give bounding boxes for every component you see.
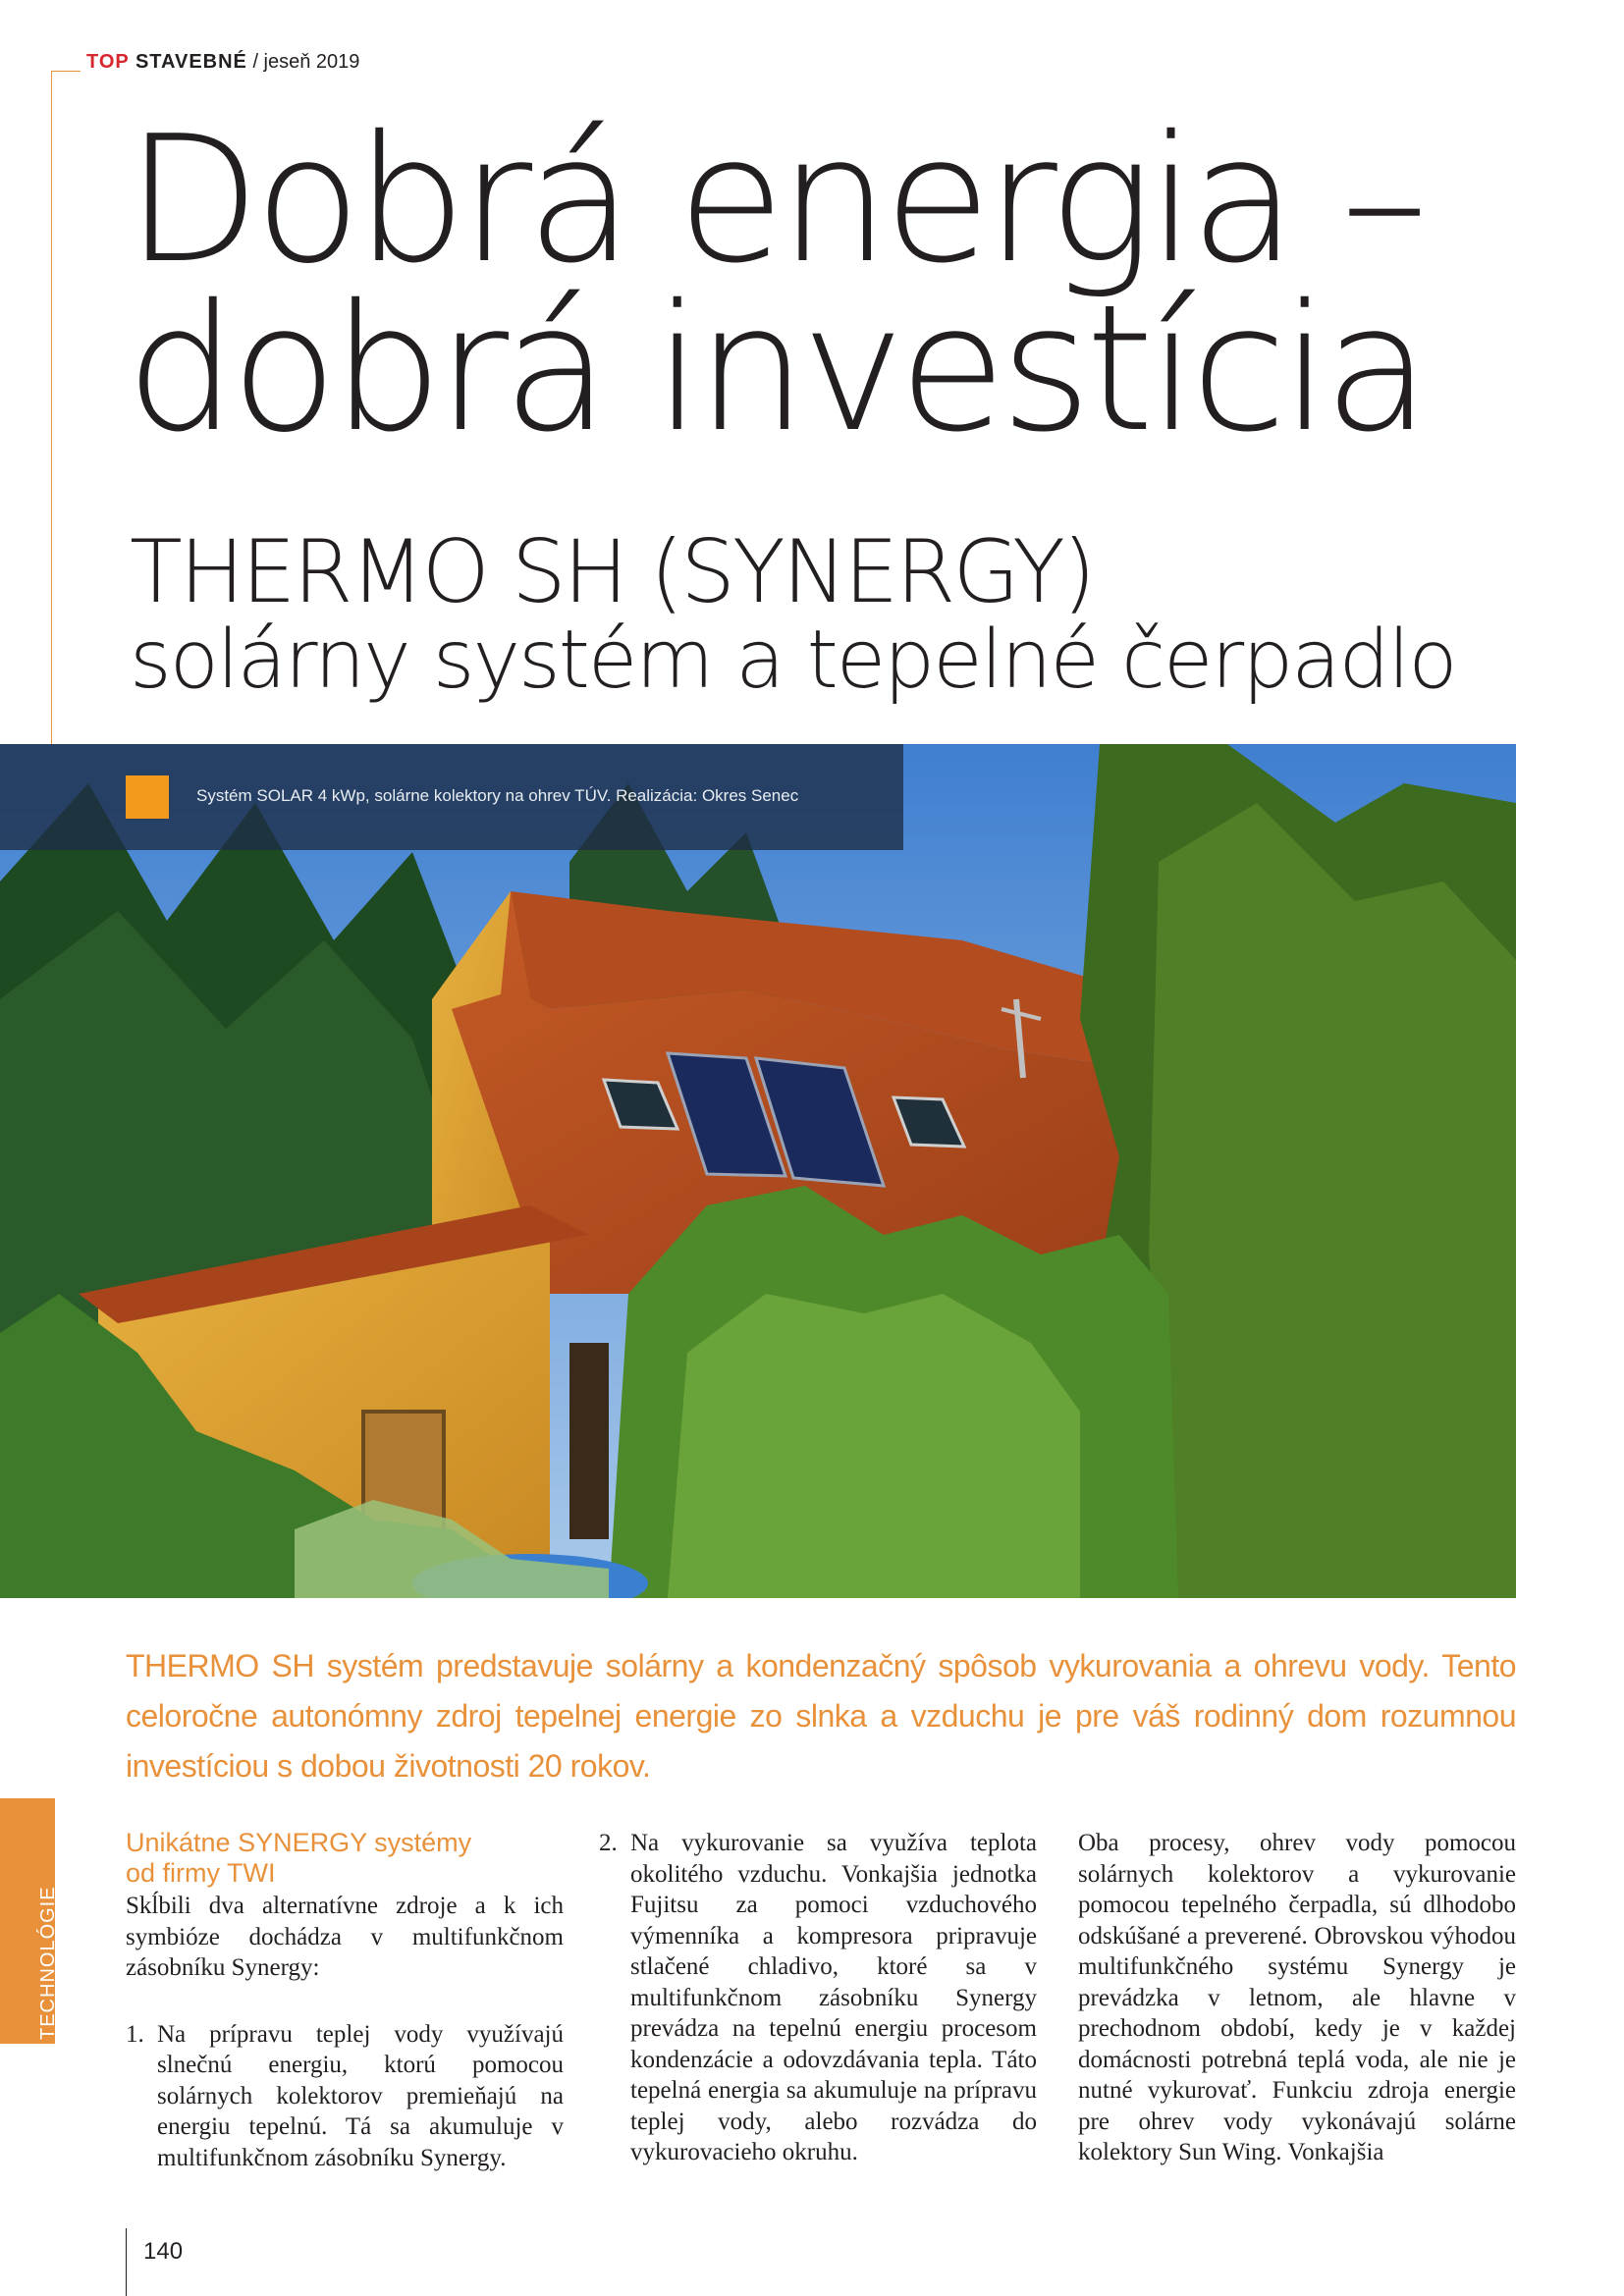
header-issue: / jeseň 2019 — [246, 51, 360, 73]
body-paragraph: Oba procesy, ohrev vody pomocou solárnych kolektorov a vykurovanie pomocou tepelného čerpadla, sú dlhodobo odskúšané a preverené. Obrovskou výhodou multifunkčného systému Synergy je prevádzka v letnom, ale hlavne v prechodnom období, kedy je v každej domácnosti potrebná teplá voda, ale nie je nutné vykurovať. Funkciu zdroja energie pre ohrev vody vykonávajú solárne kolektory Sun Wing. Vonkajšia — [1078, 1830, 1516, 2165]
list-text: Na vykurovanie sa využíva teplota okolitého vzduchu. Vonkajšia jednotka Fujitsu za pomoci vzduchového výmenníka a kompresora pripravuje stlačené chladivo, ktoré sa v multifunkčnom zásobníku Synergy prevádza na tepelnú energiu procesom kondenzácie a odovzdávania tepla. Táto tepelná energia sa akumuluje na prípravu teplej vody, alebo rozvádza do vykurovacieho okruhu. — [630, 1830, 1037, 2165]
header-stavebne: STAVEBNÉ — [135, 51, 247, 73]
article-title — [126, 98, 1426, 470]
list-text: Na prípravu teplej vody využívajú slnečnú energiu, ktorú pomocou solárnych kolektorov premieňajú na energiu tepelnú. Tá sa akumuluje v multifunkčnom zásobníku Synergy. — [157, 2020, 564, 2171]
text-column-2 — [599, 1828, 1037, 2168]
text-column-1 — [126, 1828, 564, 2173]
lead-paragraph: THERMO SH systém predstavuje solárny a kondenzačný spôsob vykurovania a ohrevu vody. Tento celoročne autonómny zdroj tepelnej energie zo slnka a vzduchu je pre váš rodinný dom rozumnou investíciou s dobou životnosti 20 rokov. — [126, 1648, 1516, 1784]
caption-marker — [126, 775, 169, 819]
title-line-1: Dobrá energia – — [126, 98, 1423, 301]
magazine-header — [86, 51, 359, 74]
text-column-3 — [1078, 1828, 1516, 2168]
header-top: TOP — [86, 51, 130, 73]
subtitle-line-2: solárny systém a tepelné čerpadlo — [130, 614, 1456, 707]
intro-paragraph: Skĺbili dva alternatívne zdroje a k ich symbióze dochádza v multifunkčnom zásobníku Synergy: — [126, 1893, 564, 1981]
title-line-2: dobrá investícia — [126, 267, 1426, 470]
section-heading — [126, 1828, 564, 1889]
section-heading-line-2: od firmy TWI — [126, 1858, 276, 1888]
section-heading-line-1: Unikátne SYNERGY systémy — [126, 1828, 472, 1857]
list-number: 1. — [126, 2020, 144, 2048]
page-number-rule — [126, 2228, 127, 2296]
list-item — [599, 1828, 1037, 2168]
section-tab-label: TECHNOLÓGIE — [37, 1886, 59, 2040]
list-item — [126, 2019, 564, 2174]
subtitle-line-1: THERMO SH (SYNERGY) — [130, 521, 1094, 622]
house-photo — [0, 744, 1516, 1598]
page-number: 140 — [143, 2238, 184, 2265]
list-number: 2. — [599, 1830, 618, 1856]
photo-caption: Systém SOLAR 4 kWp, solárne kolektory na ohrev TÚV. Realizácia: Okres Senec — [196, 786, 799, 805]
header-rule — [51, 71, 81, 72]
